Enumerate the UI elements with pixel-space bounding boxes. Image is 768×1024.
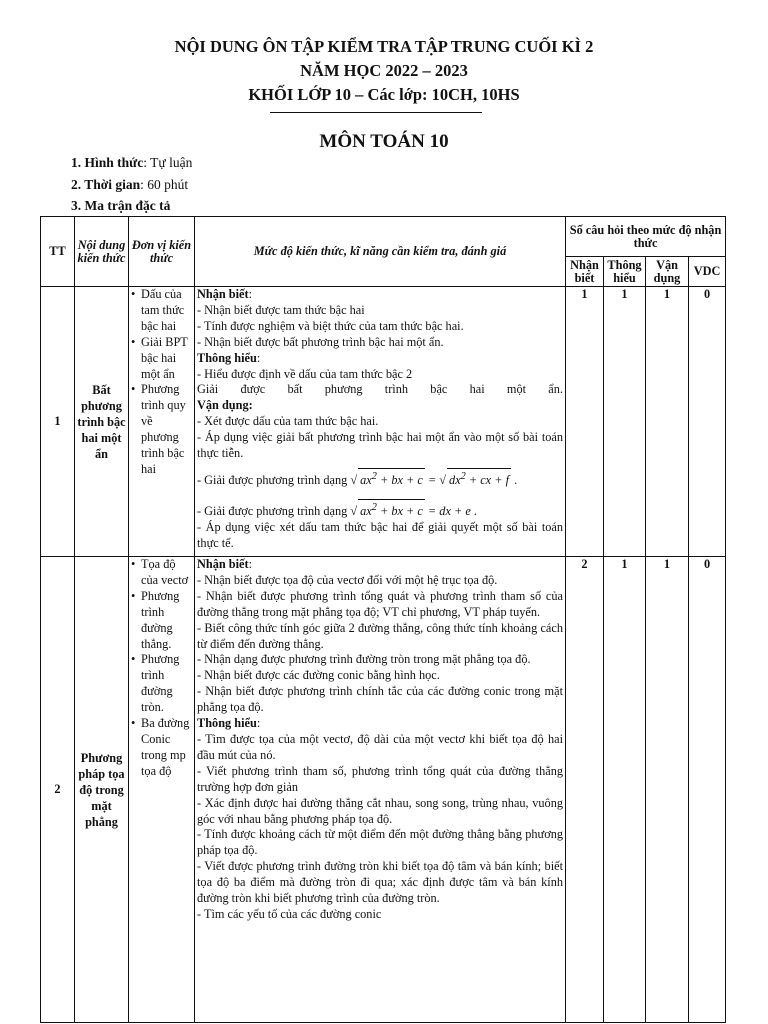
count-th: 1 (604, 557, 646, 1023)
count-vdc: 0 (689, 287, 726, 557)
table-row (41, 287, 726, 557)
info-matrix: 3. Ma trận đặc tả (71, 198, 171, 213)
level-title: Thông hiểu (197, 350, 257, 365)
content-line: - Nhận biết được tam thức bậc hai (197, 302, 365, 317)
header-vdc: VDC (689, 257, 726, 287)
content-line: - Biết công thức tính góc giữa 2 đường thẳng, công thức tính khoảng cách từ điểm đến đường thẳng. (197, 620, 563, 651)
content-line: - Nhận biết được phương trình tổng quát và phương trình tham số của đường thẳng trong mặt phẳng tọa độ; VT chỉ phương, VT pháp tuyến. (197, 588, 563, 619)
info-duration: 2. Thời gian: 60 phút (71, 177, 189, 192)
count-vd: 1 (646, 287, 689, 557)
content-line: - Nhận biết được tọa độ của vectơ đối với một hệ trục tọa độ. (197, 572, 498, 587)
content-line: - Hiểu được định về dấu của tam thức bậc 2 (197, 366, 413, 381)
content-line: - Nhận biết được các đường conic bằng hình học. (197, 668, 440, 683)
doc-title-school-year: NĂM HỌC 2022 – 2023 (300, 61, 468, 80)
content-line: - Xét được dấu của tam thức bậc hai. (197, 414, 379, 429)
content-line: - Viết phương trình tham số, phương trình tổng quát của đường thẳng trường hợp đơn giản (197, 763, 563, 794)
content-line: - Tính được nghiệm và biệt thức của tam thức bậc hai. (197, 318, 464, 333)
unit-item: • Tọa độ của vectơ (131, 557, 192, 589)
header-count: Số câu hỏi theo mức độ nhận thức (566, 217, 726, 257)
unit-item: • Giải BPT bậc hai một ẩn (131, 335, 192, 383)
header-unit: Đơn vị kiến thức (129, 217, 195, 287)
doc-title-grade: KHỐI LỚP 10 – Các lớp: 10CH, 10HS (248, 85, 520, 104)
unit-item: • Phương trình đường thẳng. (131, 589, 192, 653)
content-line: - Nhận biết được phương trình chính tắc của các đường conic trong mặt phẳng tọa độ. (197, 684, 563, 715)
info-format: 1. Hình thức: Tự luận (71, 155, 193, 170)
content-line: Giải được bất phương trình bậc hai một ẩn. (197, 382, 563, 397)
header-tt: TT (41, 217, 75, 287)
content-line: - Áp dụng việc xét dấu tam thức bậc hai để giải quyết một số bài toán thực tế. (197, 519, 563, 550)
equation-line: - Giải được phương trình dạng √ $ax^2$ + bx + c = dx + e . (197, 499, 563, 520)
content-line: - Nhận biết được bất phương trình bậc hai một ẩn. (197, 334, 444, 349)
table-header-row (41, 217, 726, 257)
level-title: Vận dụng: (197, 398, 253, 413)
unit-item: • Phương trình đường tròn. (131, 652, 192, 716)
unit-item: • Dấu của tam thức bậc hai (131, 287, 192, 335)
header-level: Mức độ kiến thức, kĩ năng cần kiểm tra, đánh giá (195, 217, 566, 287)
content-line: - Viết được phương trình đường tròn khi biết tọa độ tâm và bán kính; biết tọa độ ba điểm mà đường tròn đi qua; xác định được tâm và bán kính đường tròn khi biết phương trình của đường tròn. (197, 859, 563, 906)
unit-item: • Phương trình quy về phương trình bậc hai (131, 382, 192, 477)
content-line: - Xác định được hai đường thẳng cắt nhau, song song, trùng nhau, vuông góc với nhau bằng phương pháp tọa độ. (197, 795, 563, 826)
level-title: Nhận biết (197, 287, 249, 301)
row-number: 2 (41, 557, 75, 1023)
count-vdc: 0 (689, 557, 726, 1023)
header-topic: Nội dung kiến thức (75, 217, 129, 287)
row-number: 1 (41, 287, 75, 557)
content-line: - Nhận dạng được phương trình đường tròn trong mặt phẳng tọa độ. (197, 652, 531, 667)
content-line: - Tìm được tọa của một vectơ, độ dài của một vectơ khi biết tọa độ hai đầu mút của nó. (197, 731, 563, 762)
title-underline (270, 112, 482, 113)
content-line: - Tính được khoảng cách từ một điểm đến một đường thẳng bằng phương pháp tọa độ. (197, 827, 563, 858)
level-title: Thông hiểu (197, 716, 257, 731)
content-line: - Áp dụng việc giải bất phương trình bậc hai một ẩn vào một số bài toán thực tiễn. (197, 430, 563, 461)
header-th: Thông hiểu (604, 257, 646, 287)
unit-item: • Ba đường Conic trong mp tọa độ (131, 716, 192, 780)
content-line: - Tìm các yếu tố của các đường conic (197, 906, 382, 921)
equation-line: - Giải được phương trình dạng √ $ax^2$ + bx + c = √ $dx^2$ + cx + f . (197, 468, 563, 489)
row-units (129, 557, 195, 1023)
count-nb: 1 (566, 287, 604, 557)
spec-matrix-table (40, 216, 726, 1023)
row-topic: Bất phương trình bậc hai một ẩn (75, 287, 129, 557)
header-vd: Vận dụng (646, 257, 689, 287)
table-row (41, 557, 726, 1023)
row-units (129, 287, 195, 557)
count-th: 1 (604, 287, 646, 557)
count-vd: 1 (646, 557, 689, 1023)
subject-title: MÔN TOÁN 10 (319, 131, 449, 152)
row-content: Nhận biết: - Nhận biết được tam thức bậc hai - Tính được nghiệm và biệt thức của tam thức bậc hai. - Nhận biết được bất phương trình bậc hai một ẩn. Thông hiểu: - Hiểu được định về dấu của tam thức bậc 2 Giải được bất phương trình bậc hai một ẩn. Vận dụng: - Xét được dấu của tam thức bậc hai. - Áp dụng việc giải bất phương trình bậc hai một ẩn vào một số bài toán thực tiễn. - Giải được phương trình dạng √ $ax^2$ + bx + c = √ $dx^2$ + cx + f . - Giải được phương trình dạng √ $ax^2$ + bx + c = dx + e . - Áp dụng việc xét dấu tam thức bậc hai để giải quyết một số bài toán thực tế. (195, 287, 566, 557)
header-nb: Nhận biết (566, 257, 604, 287)
level-title: Nhận biết (197, 557, 249, 571)
doc-title-line1: NỘI DUNG ÔN TẬP KIỂM TRA TẬP TRUNG CUỐI KÌ 2 (174, 37, 594, 56)
row-topic: Phương pháp tọa độ trong mặt phẳng (75, 557, 129, 1023)
count-nb: 2 (566, 557, 604, 1023)
row-content: Nhận biết: - Nhận biết được tọa độ của vectơ đối với một hệ trục tọa độ. - Nhận biết được phương trình tổng quát và phương trình tham số của đường thẳng trong mặt phẳng tọa độ; VT chỉ phương, VT pháp tuyến. - Biết công thức tính góc giữa 2 đường thẳng, công thức tính khoảng cách từ điểm đến đường thẳng. - Nhận dạng được phương trình đường tròn trong mặt phẳng tọa độ. - Nhận biết được các đường conic bằng hình học. - Nhận biết được phương trình chính tắc của các đường conic trong mặt phẳng tọa độ. Thông hiểu: - Tìm được tọa của một vectơ, độ dài của một vectơ khi biết tọa độ hai đầu mút của nó. - Viết phương trình tham số, phương trình tổng quát của đường thẳng trường hợp đơn giản - Xác định được hai đường thẳng cắt nhau, song song, trùng nhau, vuông góc với nhau bằng phương pháp tọa độ. - Tính được khoảng cách từ một điểm đến một đường thẳng bằng phương pháp tọa độ. - Viết được phương trình đường tròn khi biết tọa độ tâm và bán kính; biết tọa độ ba điểm mà đường tròn đi qua; xác định được tâm và bán kính đường tròn khi biết phương trình của đường tròn. - Tìm các yếu tố của các đường conic (195, 557, 566, 1023)
